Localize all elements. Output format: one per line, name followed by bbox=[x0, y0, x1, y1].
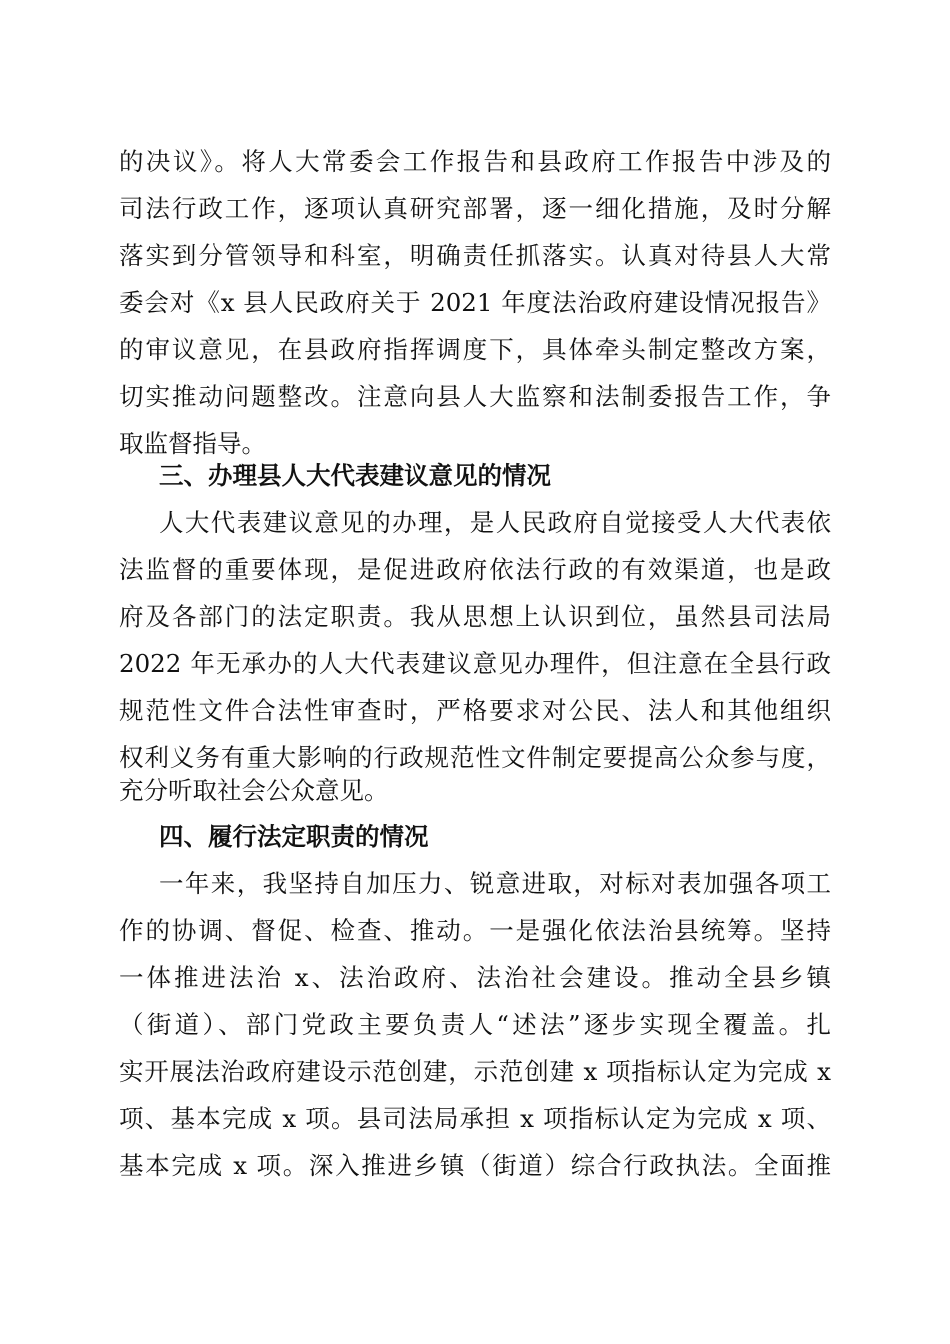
paragraph-line: 落实到分管领导和科室，明确责任抓落实。认真对待县人大常 bbox=[119, 241, 831, 270]
paragraph-line: 法监督的重要体现，是促进政府依法行政的有效渠道，也是政 bbox=[119, 555, 831, 584]
section-4-heading: 四、履行法定职责的情况 bbox=[159, 822, 429, 851]
paragraph-line: 一年来，我坚持自加压力、锐意进取，对标对表加强各项工 bbox=[159, 869, 831, 898]
paragraph-line: 项、基本完成 x 项。县司法局承担 x 项指标认定为完成 x 项、 bbox=[119, 1104, 831, 1133]
paragraph-line: （街道）、部门党政主要负责人“述法”逐步实现全覆盖。扎 bbox=[119, 1010, 831, 1039]
paragraph-line: 充分听取社会公众意见。 bbox=[119, 776, 389, 805]
paragraph-line: 取监督指导。 bbox=[119, 429, 266, 458]
section-3-heading: 三、办理县人大代表建议意见的情况 bbox=[159, 461, 551, 490]
paragraph-line: 的审议意见，在县政府指挥调度下，具体牵头制定整改方案， bbox=[119, 335, 831, 364]
paragraph-line: 规范性文件合法性审查时，严格要求对公民、法人和其他组织 bbox=[119, 696, 831, 725]
paragraph-line: 基本完成 x 项。深入推进乡镇（街道）综合行政执法。全面推 bbox=[119, 1151, 831, 1180]
paragraph-line: 作的协调、督促、检查、推动。一是强化依法治县统筹。坚持 bbox=[119, 916, 831, 945]
paragraph-line: 权利义务有重大影响的行政规范性文件制定要提高公众参与度， bbox=[119, 743, 831, 772]
paragraph-line: 委会对《x 县人民政府关于 2021 年度法治政府建设情况报告》 bbox=[119, 288, 831, 317]
paragraph-line: 切实推动问题整改。注意向县人大监察和法制委报告工作，争 bbox=[119, 382, 831, 411]
paragraph-line: 人大代表建议意见的办理，是人民政府自觉接受人大代表依 bbox=[159, 508, 831, 537]
paragraph-line: 一体推进法治 x、法治政府、法治社会建设。推动全县乡镇 bbox=[119, 963, 831, 992]
paragraph-line: 实开展法治政府建设示范创建，示范创建 x 项指标认定为完成 x bbox=[119, 1057, 831, 1086]
paragraph-line: 的决议》。将人大常委会工作报告和县政府工作报告中涉及的 bbox=[119, 147, 831, 176]
paragraph-line: 司法行政工作，逐项认真研究部署，逐一细化措施，及时分解 bbox=[119, 194, 831, 223]
paragraph-line: 2022 年无承办的人大代表建议意见办理件，但注意在全县行政 bbox=[119, 649, 831, 678]
paragraph-line: 府及各部门的法定职责。我从思想上认识到位，虽然县司法局 bbox=[119, 602, 831, 631]
